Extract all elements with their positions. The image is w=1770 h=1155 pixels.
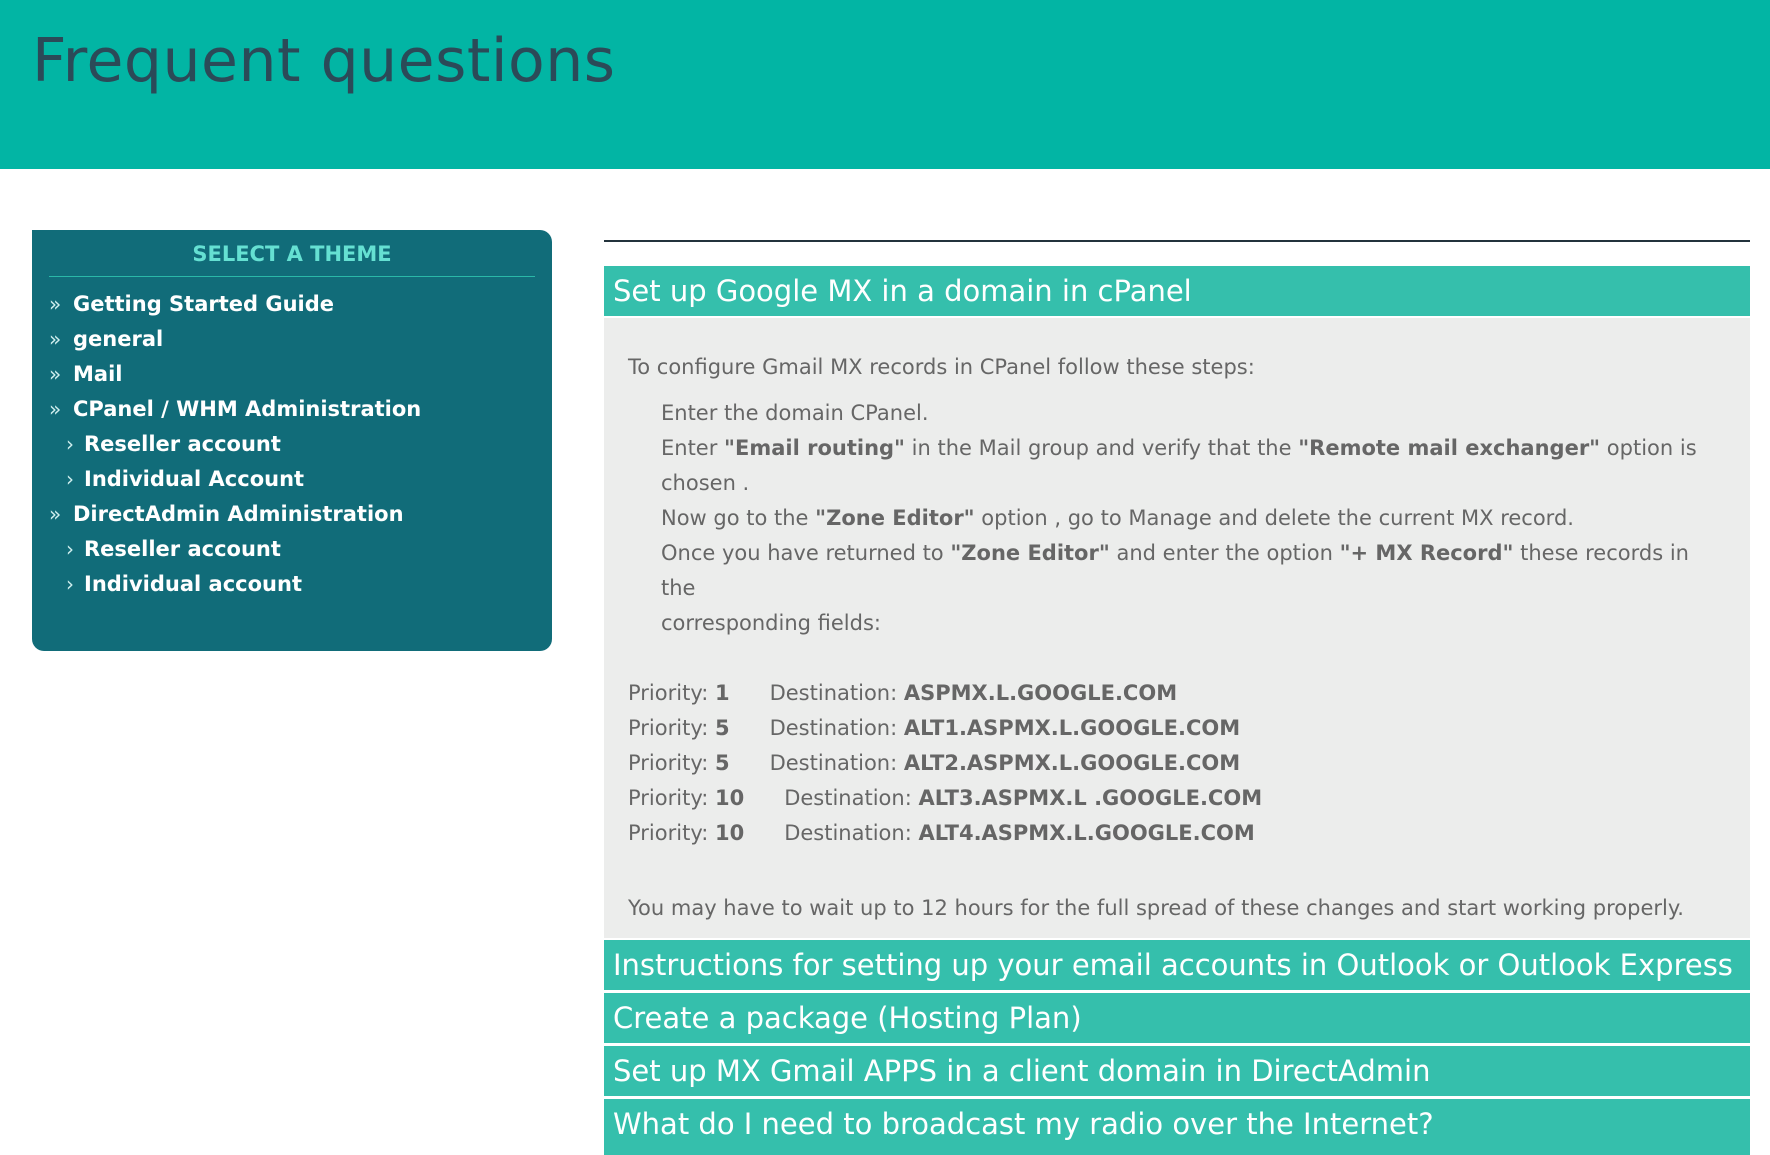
mx-record-row: Priority: 1 Destination: ASPMX.L.GOOGLE.COM: [628, 681, 1178, 705]
step: Now go to the "Zone Editor" option , go to Manage and delete the current MX record.: [661, 506, 1574, 530]
sidebar-item-label: Individual Account: [84, 466, 305, 491]
sidebar-item-label: Mail: [73, 361, 123, 386]
sidebar-title: SELECT A THEME: [49, 242, 535, 277]
page-header: [0, 0, 1770, 169]
sidebar-item-label: general: [73, 326, 164, 351]
faq-answer: [604, 318, 1750, 938]
sidebar-item-directadmin-individual[interactable]: [49, 566, 535, 601]
mx-record-row: Priority: 10 Destination: ALT4.ASPMX.L.GOOGLE.COM: [628, 821, 1255, 845]
chevron-right-icon: ›: [66, 431, 74, 456]
faq-steps: [628, 396, 1726, 641]
double-chevron-right-icon: »: [49, 396, 62, 421]
faq-item-google-mx-cpanel[interactable]: Set up Google MX in a domain in cPanel: [604, 266, 1750, 316]
sidebar-item-label: CPanel / WHM Administration: [73, 396, 422, 421]
sidebar-item-label: Individual account: [84, 571, 302, 596]
sidebar-item-cpanel-reseller[interactable]: [49, 426, 535, 461]
theme-sidebar: [32, 230, 552, 651]
double-chevron-right-icon: »: [49, 291, 62, 316]
step: corresponding fields:: [661, 611, 881, 635]
faq-item-broadcast-radio[interactable]: What do I need to broadcast my radio over the Internet?: [604, 1099, 1750, 1155]
sidebar-item-getting-started[interactable]: [49, 286, 535, 321]
sidebar-item-mail[interactable]: [49, 356, 535, 391]
step: Enter the domain CPanel.: [661, 401, 929, 425]
sidebar-item-label: Reseller account: [84, 536, 281, 561]
sidebar-item-label: Getting Started Guide: [73, 291, 335, 316]
chevron-right-icon: ›: [66, 466, 74, 491]
mx-record-row: Priority: 5 Destination: ALT1.ASPMX.L.GOOGLE.COM: [628, 716, 1241, 740]
step: Enter "Email routing" in the Mail group and verify that the "Remote mail exchanger" option is chosen .: [661, 436, 1697, 495]
faq-item-create-package[interactable]: Create a package (Hosting Plan): [604, 993, 1750, 1043]
chevron-right-icon: ›: [66, 536, 74, 561]
page-title: Frequent questions: [32, 26, 616, 96]
content-divider: [604, 240, 1750, 242]
mx-record-row: Priority: 5 Destination: ALT2.ASPMX.L.GOOGLE.COM: [628, 751, 1241, 775]
sidebar-item-directadmin[interactable]: [49, 496, 535, 531]
faq-note: You may have to wait up to 12 hours for the full spread of these changes and start working properly.: [628, 896, 1684, 920]
sidebar-item-cpanel-individual[interactable]: [49, 461, 535, 496]
sidebar-item-general[interactable]: [49, 321, 535, 356]
double-chevron-right-icon: »: [49, 501, 62, 526]
mx-records: [628, 676, 1726, 851]
sidebar-item-label: DirectAdmin Administration: [73, 501, 404, 526]
double-chevron-right-icon: »: [49, 326, 62, 351]
sidebar-item-label: Reseller account: [84, 431, 281, 456]
sidebar-item-cpanel-whm[interactable]: [49, 391, 535, 426]
step: Once you have returned to "Zone Editor" and enter the option "+ MX Record" these records in the: [661, 541, 1689, 600]
double-chevron-right-icon: »: [49, 361, 62, 386]
sidebar-item-directadmin-reseller[interactable]: [49, 531, 535, 566]
faq-item-outlook-setup[interactable]: Instructions for setting up your email accounts in Outlook or Outlook Express: [604, 940, 1750, 990]
faq-intro: To configure Gmail MX records in CPanel follow these steps:: [628, 355, 1255, 379]
mx-record-row: Priority: 10 Destination: ALT3.ASPMX.L .GOOGLE.COM: [628, 786, 1263, 810]
faq-item-mx-gmail-directadmin[interactable]: Set up MX Gmail APPS in a client domain in DirectAdmin: [604, 1046, 1750, 1096]
chevron-right-icon: ›: [66, 571, 74, 596]
